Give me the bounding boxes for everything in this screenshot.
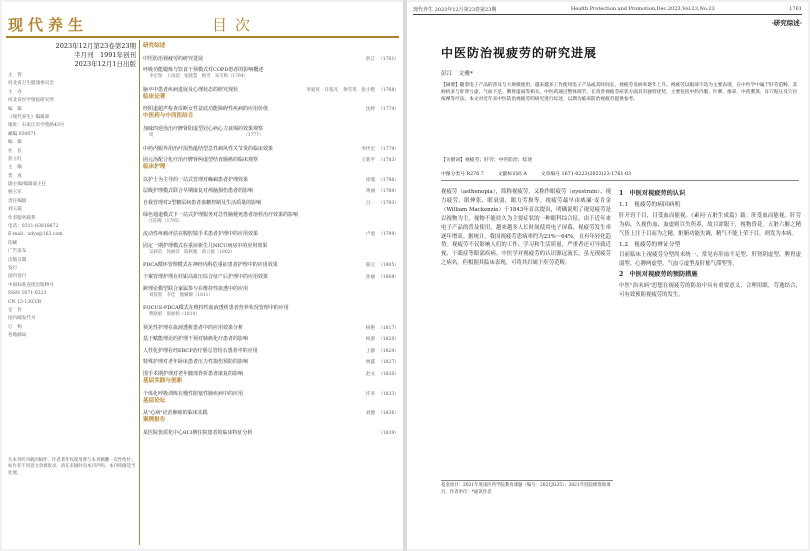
toc-entry-page: （1817） <box>378 325 399 331</box>
issue-frequency: 半月刊 1991年创刊 <box>73 51 136 59</box>
section-label: ·研究综述· <box>771 19 802 27</box>
masthead-line: 广告发布 <box>8 249 27 255</box>
toc-entry[interactable] <box>143 424 399 436</box>
subsection-heading: 1.1 视疲劳的病因病机 <box>619 201 681 208</box>
toc-entry[interactable] <box>143 81 399 93</box>
magazine-name: 现代养生 <box>8 16 89 34</box>
masthead-line: 地址：石家庄市学苑路43号 <box>8 123 65 129</box>
masthead-line: 出版日期 <box>8 257 27 263</box>
toc-entry-title: 以护士为主导的一站式管理对癫痫患者护理效果 <box>143 176 249 183</box>
toc-entry-title: 绿色通道模式下一站式护理服务对急性脑梗死患者溶栓治疗效果的影响 <box>143 211 299 218</box>
body-paragraph: 肝开窍于目，目受血而能视。《素问·五脏生成篇》载：肝受血而能视。肝劳为病，久视伤血，血虚则目失所养，故目涩眼干，视物昏花。五脏六腑之精气皆上注于目而为之精，脏腑功能失调，精气不能上荣于目，则发为本病。 <box>619 212 801 237</box>
toc-entry-page: （1839） <box>378 430 399 436</box>
toc-entry[interactable] <box>143 354 399 366</box>
toc-entry[interactable] <box>143 331 399 343</box>
masthead-line: 国内发行 <box>8 274 27 280</box>
masthead-line: 河北省医学情报研究所 <box>8 98 54 104</box>
doc-code: 文献标识码 A <box>497 172 527 177</box>
toc-section-heading: 研究综述 <box>143 43 166 49</box>
toc-entry-title: 层级护理模式联合早期康复对颅脑损伤患者的影响 <box>143 188 254 195</box>
toc-entry-page: （1836） <box>378 411 399 417</box>
toc-entry-title: 跨理论模型联合家属参与在维持性血透中的应用 <box>143 285 249 292</box>
toc-entry[interactable] <box>143 226 399 238</box>
copyright-note: 凡本刊所刊载的稿件，作者著作权使用费与本刊稿酬一次性给付；如作者不同意文章被收录，请在来稿时向本刊声明，本刊将做适当处理。 <box>8 458 136 476</box>
section-heading: 2 中医对视疲劳的预防措施 <box>619 271 698 279</box>
toc-entry-author: 卢旭 <box>365 232 376 238</box>
toc-entry-title: 加味四逆汤治疗脾肾阳虚型冠心病心力衰竭的效果观察 <box>143 125 264 132</box>
table-of-contents <box>143 42 399 436</box>
toc-entry[interactable] <box>143 183 399 195</box>
toc-author-line: 曹晓娟 倪丽娟（1814） <box>149 312 200 318</box>
toc-entry-page: （1827） <box>378 360 399 366</box>
masthead-line: 邮编 050071 <box>8 131 37 137</box>
masthead-line: 电话：0311-83818672 <box>8 224 59 230</box>
toc-entry[interactable] <box>143 268 399 280</box>
toc-author-line: 吴莉苗 汤丽萍 陈秋媛 俞立媛（1802） <box>149 249 235 255</box>
article-keywords: 【关键词】视疲劳；肝劳；中医防治；综述 <box>441 158 533 163</box>
toc-section-heading: 案例报告 <box>143 417 166 424</box>
masthead-line: 责任编辑 <box>8 198 27 204</box>
masthead-line: 国内邮发代号 <box>8 316 36 322</box>
toc-entry[interactable] <box>143 257 399 269</box>
toc-entry-author: 王静 <box>365 348 376 354</box>
contents-page <box>2 2 403 549</box>
toc-section-heading: 基层论坛 <box>143 397 166 404</box>
masthead-line: CN 13-1303/R <box>8 299 42 305</box>
masthead-line: 刘玉霞 <box>8 207 22 213</box>
toc-entry-title: 呼吸功能锻炼与饮食干预模式对COPD患者的影响概述 <box>143 67 264 74</box>
toc-entry-title: 脑卒中患者疾病进展及心理状态的研究现状 <box>143 86 239 93</box>
toc-entry[interactable] <box>143 342 399 354</box>
toc-entry-author: 吕一 <box>365 200 376 206</box>
toc-entry[interactable] <box>143 319 399 331</box>
toc-entry-title: 特殊护理对老年卧床患者压力性损伤预防的影响 <box>143 359 249 366</box>
toc-entry[interactable] <box>143 237 399 249</box>
toc-author-line: 刘蓉蓉 李佳 甄姗姗（1811） <box>149 292 213 298</box>
toc-entry-author: 徐瑾 <box>365 177 376 183</box>
masthead-line: 副主编/编辑部主任 <box>8 182 47 188</box>
toc-entry[interactable] <box>143 171 399 183</box>
toc-entry-title: 固元汤配合化疗治疗脾肾两虚型结直肠癌的临床观察 <box>143 157 259 164</box>
toc-entry-page: （1789） <box>378 189 399 195</box>
running-head-rule <box>413 14 802 15</box>
toc-entry-author: 王新平 <box>361 158 376 164</box>
article-title: 中医防治视疲劳的研究进展 <box>441 46 598 60</box>
column-divider <box>139 40 140 545</box>
masthead-line: 编 辑 <box>8 106 22 112</box>
toc-entry-title: 基于赋能理论的护理干预对肺癌化疗患者的影响 <box>143 336 249 343</box>
toc-author-line: 庄阳晖（1795） <box>149 218 183 224</box>
toc-entry-author: 林鑫 <box>365 360 376 366</box>
toc-author-line: 李宏瑞 王雨超 张晓慧 梅雪 朱雪梅（1764） <box>149 74 248 80</box>
toc-entry-page: （1824） <box>378 348 399 354</box>
toc-entry-page: （1833） <box>378 391 399 397</box>
toc-entry-author: 杨蕾 <box>365 337 376 343</box>
article-meta <box>441 170 799 177</box>
toc-entry-author: 李爱侠 许依凡 黄雪英 张小艳 <box>306 87 376 93</box>
section-heading: 1 中医对视疲劳的认识 <box>619 190 686 197</box>
toc-entry-author: 陈宝 <box>365 263 376 269</box>
toc-entry[interactable] <box>143 62 399 74</box>
toc-entry-author: 杨艳 <box>365 325 376 331</box>
toc-entry-author: 彭江 <box>365 56 376 62</box>
body-column-left <box>441 188 611 268</box>
toc-entry[interactable] <box>143 280 399 292</box>
toc-entry-page: （1779） <box>378 146 399 152</box>
toc-entry-title: 个体化呼吸训练在慢性阻塞性肺疾病中的应用 <box>143 390 244 397</box>
issue-pubdate: 2023年12月1日出版 <box>74 60 136 68</box>
toc-entry-author: 孙丽 <box>365 274 376 280</box>
article-page <box>407 2 808 549</box>
toc-entry[interactable] <box>143 365 399 377</box>
masthead-line: 贺 真 <box>8 173 22 179</box>
masthead-line: 彭立红 <box>8 156 22 162</box>
intro-paragraph: 视疲劳（asthenopia），简称视疲劳，又称作眼疲劳（eyestrain）、视力疲劳、眼伸张、眼衰弱，眼力劳损等。视疲劳最早由威廉·麦肯金（William Mackenzie）于1843年首次提出，明确说明了视觉疲劳是以视物为主，视物不能持久为主要症状的一种眼科综合征，由于近年来电子产品的普及使用，越来越多人长时间使用电子屏幕，视疲劳发生率逐年增高。据统计，我国视疲劳患病率约为23%～64%，且有年轻化趋势。视疲劳不仅影响人们的工作、学习和生活质量，严重者还可导致近视、干眼症等眼部疾病。中医学对视疲劳的认识源远流长，虽无视疲劳之病名，但根据其临床表现，可将其归属于肝劳范畴。 <box>441 189 611 267</box>
toc-entry-title: 从"心病"论治肺癌的临床实践 <box>143 410 208 417</box>
body-paragraph: 目前临床上视疲劳分型尚未统一，常见有肝血不足型、肝肾阴虚型、脾胃虚弱型、心脾两虚型、气血亏虚型及肝郁气滞型等。 <box>619 252 801 268</box>
masthead-line: 杨玉军 <box>8 190 22 196</box>
toc-section-heading: 临床护理 <box>143 164 166 171</box>
masthead-line: 《现代养生》编辑部 <box>8 114 50 120</box>
toc-entry-page: （1830） <box>378 372 399 378</box>
masthead-line: 主 编 <box>8 165 22 171</box>
toc-entry[interactable] <box>143 152 399 164</box>
article-authors: 彭江 文雅* <box>441 71 473 77</box>
header-rule <box>6 36 399 38</box>
toc-entry-title: 个案管理护理在妊娠高血压综合征产后护理中的应用效果 <box>143 273 269 280</box>
toc-entry-title: 固定一期护理模式在重症新生儿NICU病房中的应用效果 <box>143 242 268 249</box>
toc-section-heading: 基层实践与创新 <box>143 378 183 385</box>
toc-entry-title: 围手术期护理对老年髋部骨折患者康复的影响 <box>143 371 244 378</box>
masthead-line: 主 管 <box>8 73 22 78</box>
toc-entry[interactable] <box>143 405 399 417</box>
toc-entry-page: （1774） <box>378 107 399 113</box>
page-number: 1761 <box>789 6 802 12</box>
toc-author-line: 周 （1777） <box>149 132 264 138</box>
clc-number: 中图分类号 R276.7 <box>441 172 484 177</box>
toc-entry-page: （1783） <box>378 158 399 164</box>
masthead-line: 河北省卫生健康委员会 <box>8 81 54 87</box>
masthead-line: 印刷 <box>8 240 18 246</box>
toc-entry-title: 人性化护理在经ERCP治疗胆总管结石患者中的应用 <box>143 347 258 354</box>
article-number: 文章编号 1671-0223(2023)23-1761-03 <box>540 172 632 177</box>
toc-entry-author: 许李 <box>365 391 376 397</box>
masthead-line: 各地邮局 <box>8 333 27 339</box>
toc-entry-title: 中药内服外用治疗湿热蕴结型急性痛风性关节炎的临床效果 <box>143 145 274 152</box>
toc-entry-title: PDCA循环管理模式在神经内科危重症患者护理中的应用效果 <box>143 262 278 269</box>
running-head-english: Health Protection and Promotion,Dec.2023,Vol.23,No.23 <box>570 6 715 12</box>
toc-entry[interactable] <box>143 206 399 218</box>
masthead-line: 编 辑 <box>8 140 22 146</box>
body-paragraph: 中医"治未病"思想在视疲劳的防治中具有重要意义，合理用眼，劳逸结合，可有效预防视疲劳的发生。 <box>619 283 801 299</box>
masthead-line: 作者服务联系 <box>8 215 36 221</box>
toc-heading: 目次 <box>212 16 259 34</box>
toc-entry-page: （1820） <box>378 337 399 343</box>
masthead-line: 中国标准连续出版物号 <box>8 282 54 288</box>
toc-entry-page: （1799） <box>378 232 399 238</box>
toc-entry[interactable] <box>143 194 399 206</box>
issue-date: 2023年12月第23卷第23期 <box>55 42 136 50</box>
toc-entry-page: （1793） <box>378 200 399 206</box>
toc-entry-author: 刘德 <box>365 411 376 417</box>
toc-entry-author: 黄丽 <box>365 189 376 195</box>
toc-entry-author: 赵文 <box>365 372 376 378</box>
toc-entry[interactable] <box>143 385 399 397</box>
masthead-info <box>8 72 136 341</box>
toc-entry[interactable] <box>143 101 399 113</box>
masthead-line: 发行 <box>8 265 18 271</box>
running-head <box>413 6 802 13</box>
toc-entry[interactable] <box>143 300 399 312</box>
running-head-journal: 现代养生 2023年12月第23卷第23期 <box>413 7 497 13</box>
subsection-heading: 1.2 视疲劳的辨证分型 <box>619 241 681 248</box>
toc-entry-title: 自我管理对2型糖尿病患者血糖控制及生活质量的影响 <box>143 199 262 206</box>
toc-entry-page: （1768） <box>378 87 399 93</box>
meta-separator <box>441 180 799 181</box>
toc-entry[interactable] <box>143 120 399 132</box>
article-abstract: 【摘要】随着电子产品的普及与大规模使用，越来越多工作使用电子产品或其时间长，视疲劳发病率逐年上升。视疲劳以眼部不适为主要表现，在中医学中属于肝劳范畴，其病机多与肝肾亏虚、气血不足、脾胃虚弱等相关。中医药通过整体调节，在改善视疲劳症状方面具有独特优势，主要包括中药内服、针刺、推拿、中药熏蒸、耳穴贴压及穴位按摩等疗法。本文对近年来中医防治视疲劳的研究进行综述，以期为临床防治视疲劳提供参考。 <box>441 83 798 103</box>
toc-entry-page: （1786） <box>378 177 399 183</box>
toc-entry-author: 李传宏 <box>361 146 376 152</box>
toc-section-heading: 中医药与中西医结合 <box>143 113 194 120</box>
toc-entry-title: 中医防治视疲劳的研究进展 <box>143 55 204 62</box>
toc-entry[interactable] <box>143 140 399 152</box>
article-footnote: 基金项目：2021年度南医药学院教育课题（编号：2021JG35）；2021年度院级资助项目。作者单位：*通讯作者 <box>441 480 613 496</box>
toc-entry[interactable] <box>143 50 399 62</box>
masthead-line: E-mail：xdys@163.com <box>8 232 63 238</box>
issue-info <box>8 42 136 69</box>
masthead-line: 主 办 <box>8 89 22 95</box>
masthead-line: 社 长 <box>8 148 22 154</box>
masthead-line: 订 购 <box>8 324 22 330</box>
toc-entry-page: （1805） <box>378 263 399 269</box>
toc-entry-title: 经阴道超声检查诊断女性盆底功能障碍性疾病的应用价值 <box>143 106 269 113</box>
toc-entry-title: 某医院优质化中心813例住院患者的临床特征分析 <box>143 429 253 436</box>
body-column-right <box>619 188 801 300</box>
masthead-line: 定 价 <box>8 307 22 313</box>
toc-entry-title: 预见性护理在血液透析患者中的应用效果分析 <box>143 324 244 331</box>
masthead-line: ISSN 1671-0223 <box>8 291 47 297</box>
toc-entry-page: （1808） <box>378 274 399 280</box>
toc-entry-title: FOCUS-PDCA模式在维持性血液透析患者营养状况管理中的应用 <box>143 305 289 312</box>
toc-entry-page: （1761） <box>378 56 399 62</box>
toc-entry-author: 沈婷 <box>365 107 376 113</box>
toc-entry-title: 流动性疼痛评估在腹腔镜手术患者护理中的应用效果 <box>143 231 259 238</box>
toc-section-heading: 临床论著 <box>143 93 166 100</box>
